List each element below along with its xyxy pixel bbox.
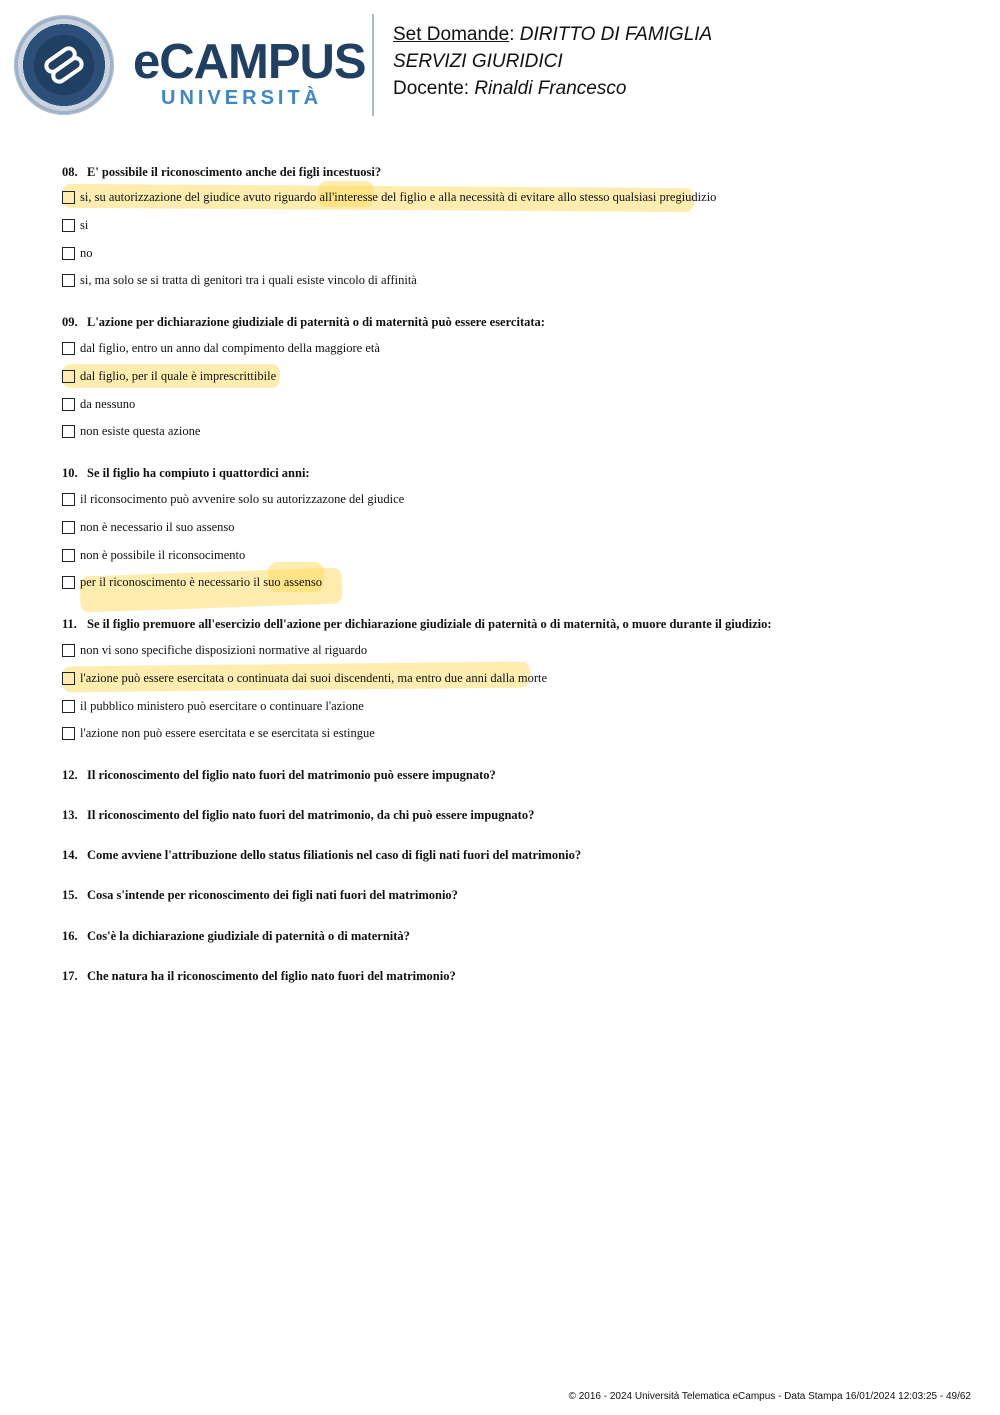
page-footer: © 2016 - 2024 Università Telematica eCampus - Data Stampa 16/01/2024 12:03:25 - 49/62 [568,1391,971,1402]
course-line [393,52,563,71]
answer-checkbox[interactable] [62,700,75,713]
answer-text: non vi sono specifiche disposizioni normative al riguardo [80,643,368,657]
answer-checkbox[interactable] [62,549,75,562]
logo-wordmark: eCAMPUS [133,35,366,89]
answer-text: si [80,218,89,232]
answer-checkbox[interactable] [62,493,75,506]
answer-checkbox[interactable] [62,191,75,204]
answer-checkbox[interactable] [62,521,75,534]
answer-option[interactable] [62,520,234,535]
answer-text: si, su autorizzazione del giudice avuto riguardo all'interesse del figlio e alla necessità di evitare allo stesso qualsiasi pregiudizio [80,190,717,204]
logo-subtitle: UNIVERSITÀ [161,87,323,109]
answer-checkbox[interactable] [62,398,75,411]
question-11: 11. Se il figlio premuore all'esercizio dell'azione per dichiarazione giudiziale di paternità o di maternità, o muore durante il giudizio: [62,617,772,631]
teacher-line [393,79,626,98]
answer-checkbox[interactable] [62,342,75,355]
teacher-label: Docente: [393,78,475,99]
answer-checkbox[interactable] [62,219,75,232]
answer-option[interactable] [62,699,364,714]
teacher-name: Rinaldi Francesco [474,78,627,99]
answer-option[interactable] [62,397,135,412]
set-colon: : [509,24,520,45]
answer-checkbox[interactable] [62,247,75,260]
question-14: 14. Come avviene l'attribuzione dello status filiationis nel caso di figli nati fuori del matrimonio? [62,848,582,862]
ecampus-emblem-icon [14,15,114,115]
question-10: 10. Se il figlio ha compiuto i quattordici anni: [62,466,310,480]
answer-text: l'azione può essere esercitata o continuata dai suoi discendenti, ma entro due anni dalla morte [80,671,548,685]
answer-text: dal figlio, per il quale è imprescrittibile [80,369,277,383]
set-label: Set Domande [393,24,510,45]
answer-text: dal figlio, entro un anno dal compimento della maggiore età [80,341,380,355]
question-13: 13. Il riconoscimento del figlio nato fuori del matrimonio, da chi può essere impugnato? [62,808,535,822]
set-line [393,25,712,44]
answer-text: no [80,246,93,260]
answer-option[interactable] [62,671,547,686]
question-17: 17. Che natura ha il riconoscimento del figlio nato fuori del matrimonio? [62,969,456,983]
answer-checkbox[interactable] [62,727,75,740]
answer-option[interactable] [62,369,276,384]
answer-checkbox[interactable] [62,274,75,287]
question-15: 15. Cosa s'intende per riconoscimento dei figli nati fuori del matrimonio? [62,888,458,902]
ecampus-logo-badge [14,15,114,115]
answer-checkbox[interactable] [62,576,75,589]
answer-text: non esiste questa azione [80,424,201,438]
answer-option[interactable] [62,273,417,288]
question-12: 12. Il riconoscimento del figlio nato fuori del matrimonio può essere impugnato? [62,768,496,782]
answer-text: il pubblico ministero può esercitare o continuare l'azione [80,699,364,713]
answer-checkbox[interactable] [62,672,75,685]
answer-option[interactable] [62,341,380,356]
answer-text: non è possibile il riconsocimento [80,548,246,562]
answer-option[interactable] [62,424,200,439]
answer-option[interactable] [62,246,93,261]
header-divider [372,14,374,116]
answer-option[interactable] [62,218,88,233]
subject-title: DIRITTO DI FAMIGLIA [519,24,713,45]
answer-option[interactable] [62,575,322,590]
answer-checkbox[interactable] [62,370,75,383]
answer-option[interactable] [62,726,375,741]
answer-option[interactable] [62,548,245,563]
question-09: 09. L'azione per dichiarazione giudiziale di paternità o di maternità può essere esercitata: [62,315,545,329]
answer-checkbox[interactable] [62,425,75,438]
answer-option[interactable] [62,190,716,205]
answer-text: il riconsocimento può avvenire solo su autorizzazone del giudice [80,492,405,506]
question-08: 08. E' possibile il riconoscimento anche dei figli incestuosi? [62,165,382,179]
answer-text: non è necessario il suo assenso [80,520,235,534]
answer-text: da nessuno [80,397,136,411]
question-16: 16. Cos'è la dichiarazione giudiziale di paternità o di maternità? [62,929,410,943]
answer-checkbox[interactable] [62,644,75,657]
answer-option[interactable] [62,643,367,658]
answer-text: l'azione non può essere esercitata e se esercitata si estingue [80,726,375,740]
answer-option[interactable] [62,492,404,507]
course-title: SERVIZI GIURIDICI [393,51,563,72]
answer-text: si, ma solo se si tratta di genitori tra i quali esiste vincolo di affinità [80,273,417,287]
answer-text: per il riconoscimento è necessario il suo assenso [80,575,322,589]
